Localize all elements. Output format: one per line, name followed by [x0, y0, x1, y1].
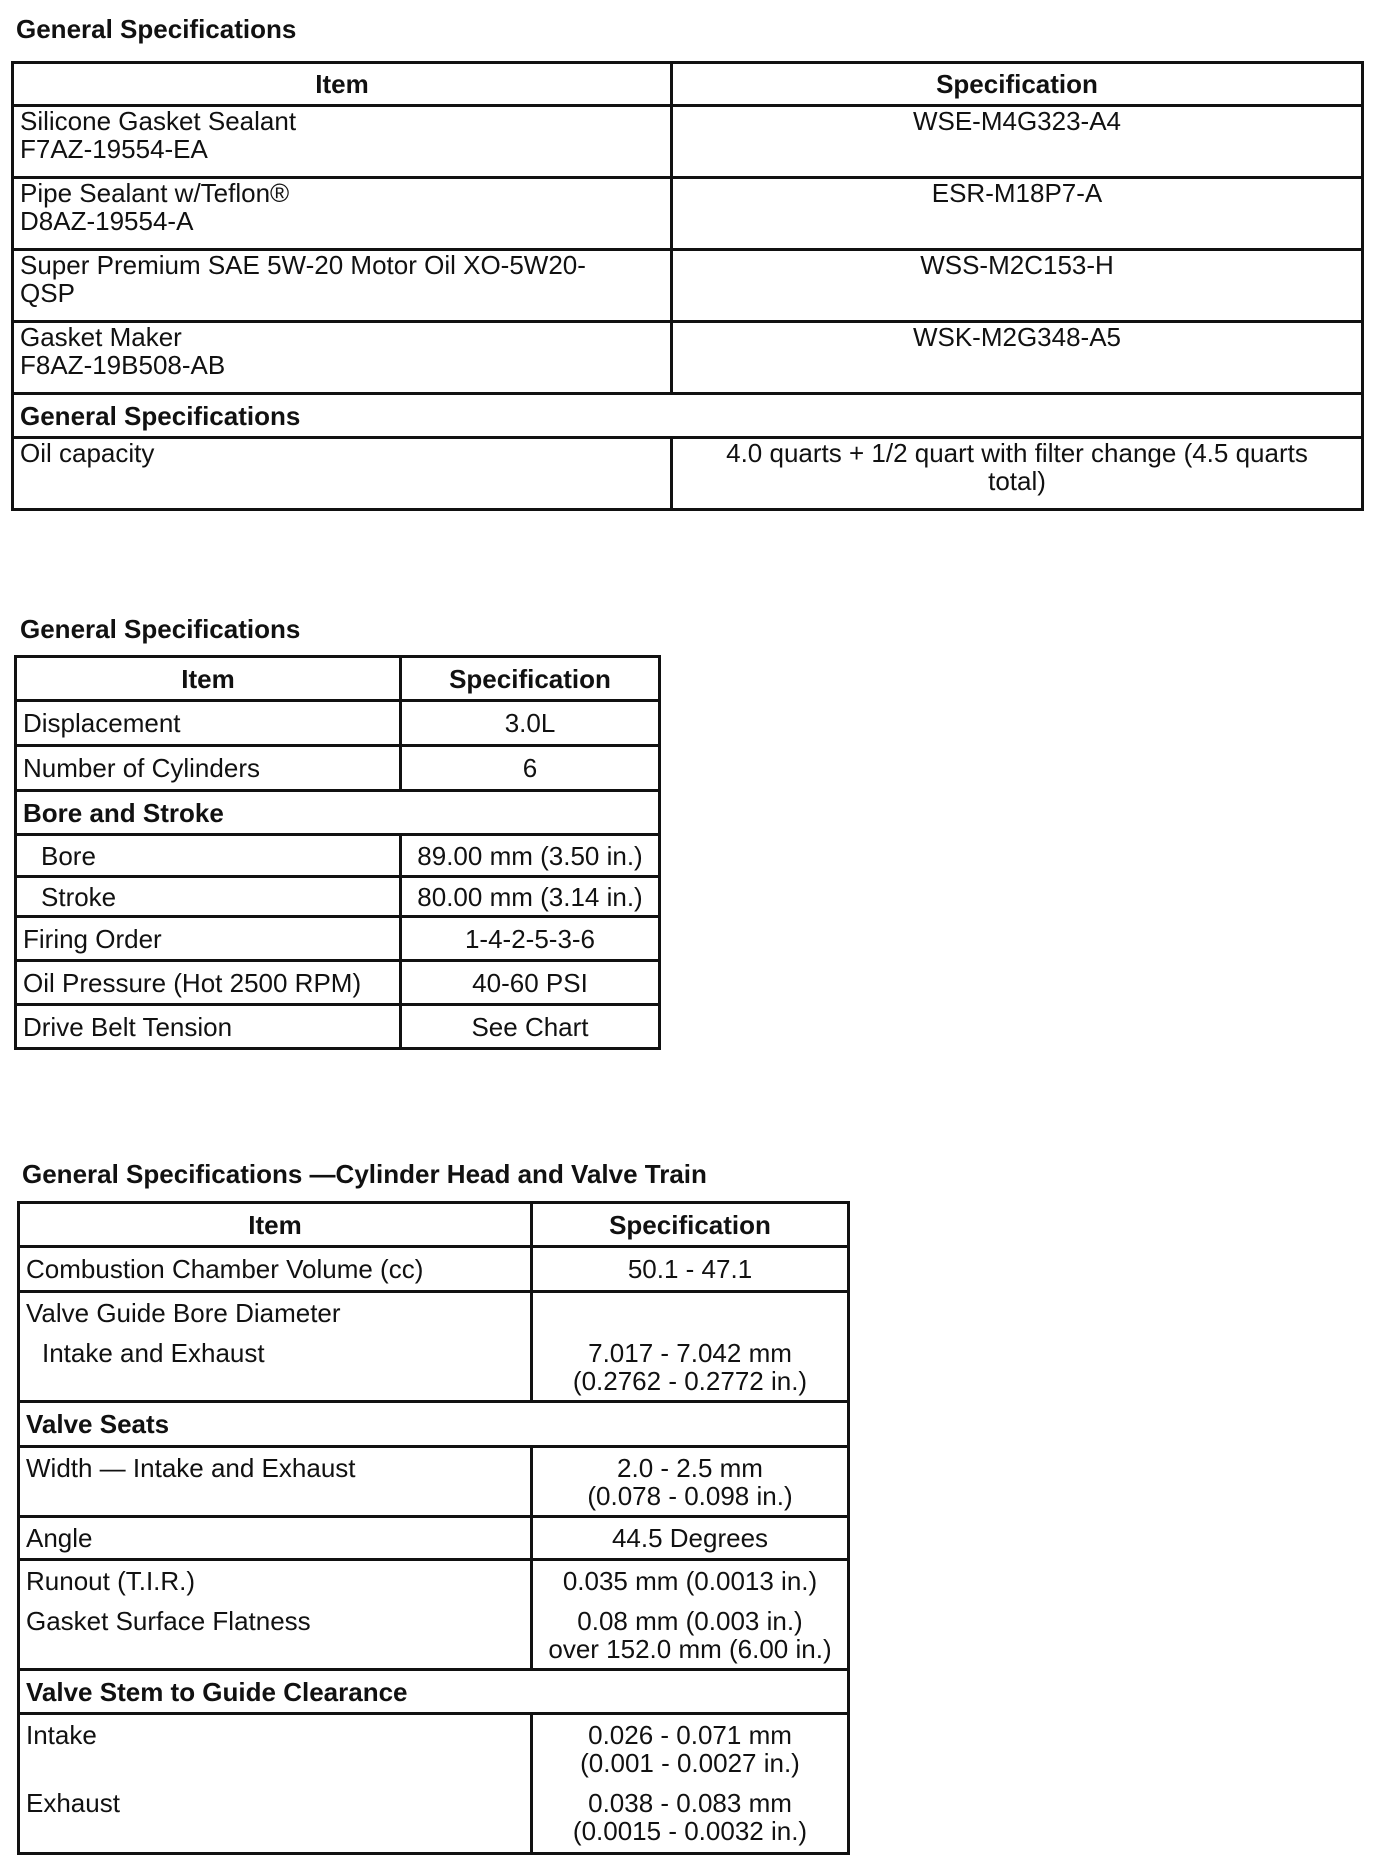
seat-angle-spec: 44.5 Degrees [532, 1517, 849, 1560]
clearance-section: Valve Stem to Guide Clearance [19, 1670, 849, 1714]
table1-row-item: Silicone Gasket Sealant F7AZ-19554-EA [13, 106, 672, 178]
combustion-volume-item: Combustion Chamber Volume (cc) [19, 1247, 532, 1292]
table1-col-spec: Specification [672, 63, 1363, 106]
belt-tension-spec: See Chart [401, 1005, 660, 1049]
oil-pressure-spec: 40-60 PSI [401, 961, 660, 1005]
bore-spec: 89.00 mm (3.50 in.) [401, 835, 660, 877]
intake-item: Intake [26, 1720, 97, 1750]
table2-col-item: Item [16, 657, 401, 701]
table2-col-spec: Specification [401, 657, 660, 701]
bore-stroke-section: Bore and Stroke [16, 791, 660, 835]
table3-col-item: Item [19, 1203, 532, 1247]
runout-spec: 0.035 mm (0.0013 in.) [562, 1566, 818, 1596]
displacement-item: Displacement [16, 701, 401, 746]
table1-row-spec: WSS-M2C153-H [672, 250, 1363, 322]
combustion-volume-spec: 50.1 - 47.1 [532, 1247, 849, 1292]
exhaust-item: Exhaust [26, 1788, 120, 1818]
displacement-spec: 3.0L [401, 701, 660, 746]
table1-row-item: Gasket Maker F8AZ-19B508-AB [13, 322, 672, 394]
seat-width-item: Width — Intake and Exhaust [19, 1447, 532, 1517]
table1-row-item: Pipe Sealant w/Teflon® D8AZ-19554-A [13, 178, 672, 250]
seat-width-spec: 2.0 - 2.5 mm (0.078 - 0.098 in.) [532, 1447, 849, 1517]
table1-row-spec: ESR-M18P7-A [672, 178, 1363, 250]
table1-col-item: Item [13, 63, 672, 106]
oil-capacity-item: Oil capacity [13, 438, 672, 510]
table1 [11, 61, 1364, 511]
stroke-spec: 80.00 mm (3.14 in.) [401, 877, 660, 917]
table3 [17, 1201, 850, 1855]
stroke-item: Stroke [16, 877, 401, 917]
guide-bore-spec: 7.017 - 7.042 mm (0.2762 - 0.2772 in.) [532, 1292, 849, 1402]
runout-item: Runout (T.I.R.) [26, 1566, 196, 1596]
table1-section-header: General Specifications [13, 394, 1363, 438]
firing-order-item: Firing Order [16, 917, 401, 961]
table3-heading: General Specifications —Cylinder Head and Valve Train [22, 1159, 707, 1189]
guide-bore-item: Valve Guide Bore Diameter [26, 1298, 341, 1328]
oil-capacity-spec: 4.0 quarts + 1/2 quart with filter change (4.5 quarts total) [672, 438, 1363, 510]
flatness-item: Gasket Surface Flatness [26, 1606, 311, 1636]
intake-spec: 0.026 - 0.071 mm (0.001 - 0.0027 in.) [580, 1720, 800, 1778]
bore-item: Bore [16, 835, 401, 877]
belt-tension-item: Drive Belt Tension [16, 1005, 401, 1049]
table1-row-item: Super Premium SAE 5W-20 Motor Oil XO-5W20- QSP [13, 250, 672, 322]
table2 [14, 655, 661, 1050]
table1-row-spec: WSE-M4G323-A4 [672, 106, 1363, 178]
exhaust-spec: 0.038 - 0.083 mm (0.0015 - 0.0032 in.) [572, 1788, 808, 1846]
oil-pressure-item: Oil Pressure (Hot 2500 RPM) [16, 961, 401, 1005]
table1-row-spec: WSK-M2G348-A5 [672, 322, 1363, 394]
cylinders-item: Number of Cylinders [16, 746, 401, 791]
table1-heading: General Specifications [16, 14, 297, 44]
table2-heading: General Specifications [20, 614, 301, 644]
valve-seats-section: Valve Seats [19, 1402, 849, 1447]
guide-bore-sub-item: Intake and Exhaust [42, 1338, 265, 1368]
flatness-spec: 0.08 mm (0.003 in.) over 152.0 mm (6.00 in.) [548, 1606, 832, 1664]
cylinders-spec: 6 [401, 746, 660, 791]
table3-col-spec: Specification [532, 1203, 849, 1247]
seat-angle-item: Angle [19, 1517, 532, 1560]
firing-order-spec: 1-4-2-5-3-6 [401, 917, 660, 961]
